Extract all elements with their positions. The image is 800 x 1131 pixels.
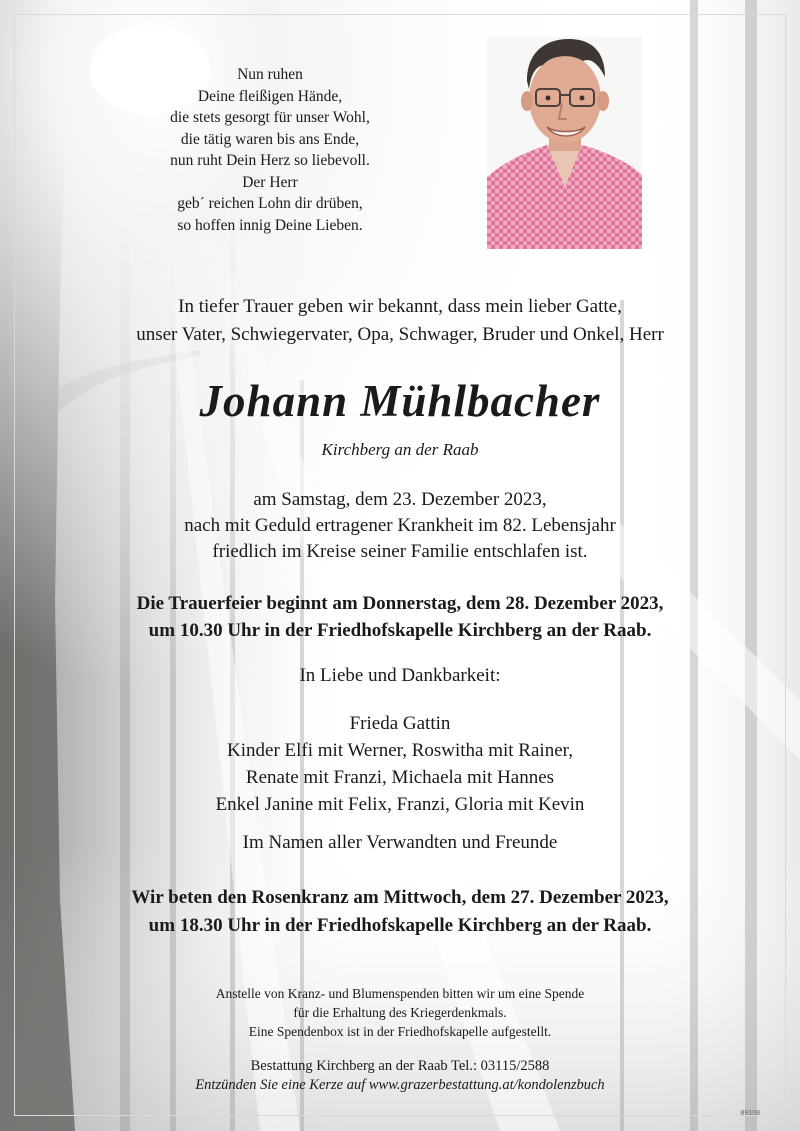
donation-line: Anstelle von Kranz- und Blumenspenden bitten wir um eine Spende — [215, 986, 585, 1001]
family-line: Enkel Janine mit Felix, Franzi, Gloria mit Kevin — [215, 794, 585, 815]
family-line: Frieda Gattin — [349, 713, 451, 734]
love-gratitude: In Liebe und Dankbarkeit: — [299, 665, 501, 686]
poem — [140, 64, 400, 236]
poem-line: so hoffen innig Deine Lieben. — [177, 216, 363, 234]
deceased-name: Johann Mühlbacher — [199, 376, 601, 426]
family-line: Kinder Elfi mit Werner, Roswitha mit Rainer, — [227, 740, 573, 761]
funeral-info — [0, 590, 800, 644]
intro-line: unser Vater, Schwiegervater, Opa, Schwager, Bruder und Onkel, Herr — [136, 324, 664, 345]
family-line: Renate mit Franzi, Michaela mit Hannes — [245, 767, 555, 788]
donation-line: für die Erhaltung des Kriegerdenkmals. — [293, 1005, 507, 1020]
donation-note — [0, 984, 800, 1041]
announcement-intro — [0, 293, 800, 349]
relatives-line: Im Namen aller Verwandten und Freunde — [242, 832, 558, 853]
poem-line: Deine fleißigen Hände, — [197, 87, 343, 105]
undertaker-footer — [0, 1057, 800, 1095]
poem-line: Der Herr — [242, 173, 298, 191]
death-line: am Samstag, dem 23. Dezember 2023, — [253, 489, 547, 510]
poem-line: nun ruht Dein Herz so liebevoll. — [170, 152, 370, 169]
rosary-line: um 18.30 Uhr in der Friedhofskapelle Kirchberg an der Raab. — [148, 915, 652, 936]
poem-line: die stets gesorgt für unser Wohl, — [170, 109, 370, 126]
death-notice — [0, 487, 800, 565]
page-frame — [14, 14, 786, 1116]
poem-line: geb´ reichen Lohn dir drüben, — [177, 195, 363, 212]
rosary-line: Wir beten den Rosenkranz am Mittwoch, dem 27. Dezember 2023, — [131, 887, 669, 908]
undertaker-contact: Bestattung Kirchberg an der Raab Tel.: 03115/2588 — [250, 1058, 550, 1074]
portrait-photo — [487, 37, 642, 249]
donation-line: Eine Spendenbox ist in der Friedhofskapelle aufgestellt. — [248, 1024, 552, 1039]
funeral-line: Die Trauerfeier beginnt am Donnerstag, dem 28. Dezember 2023, — [136, 593, 664, 614]
poem-line: die tätig waren bis ans Ende, — [180, 130, 360, 148]
print-code: 89108 — [740, 1110, 760, 1117]
candle-link[interactable]: Entzünden Sie eine Kerze auf www.grazerbestattung.at/kondolenzbuch — [195, 1077, 605, 1093]
death-line: nach mit Geduld ertragener Krankheit im 82. Lebensjahr — [184, 515, 616, 536]
family-list — [0, 710, 800, 818]
death-line: friedlich im Kreise seiner Familie entschlafen ist. — [212, 541, 588, 562]
poem-line: Nun ruhen — [237, 66, 303, 83]
rosary-info — [0, 884, 800, 940]
funeral-line: um 10.30 Uhr in der Friedhofskapelle Kirchberg an der Raab. — [148, 620, 652, 641]
deceased-place: Kirchberg an der Raab — [321, 440, 479, 459]
intro-line: In tiefer Trauer geben wir bekannt, dass mein lieber Gatte, — [178, 296, 622, 317]
